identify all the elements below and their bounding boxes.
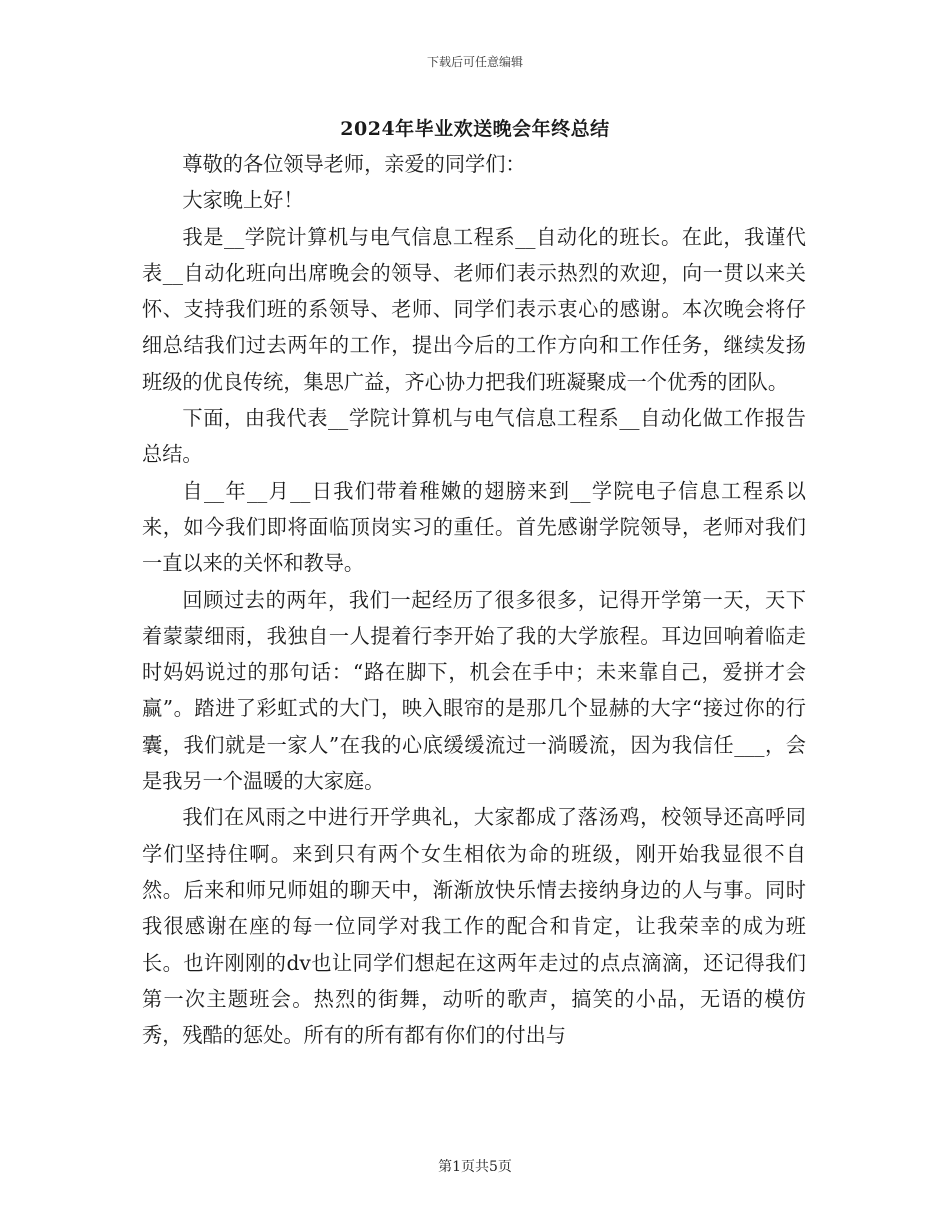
- body-paragraph: 自__年__月__日我们带着稚嫩的翅膀来到__学院电子信息工程系以来，如今我们即将面临顶岗实习的重任。首先感谢学院领导，老师对我们一直以来的关怀和教导。: [142, 478, 806, 576]
- document-body: [142, 146, 806, 1053]
- body-paragraph: 回顾过去的两年，我们一起经历了很多很多，记得开学第一天，天下着蒙蒙细雨，我独自一人提着行李开始了我的大学旅程。耳边回响着临走时妈妈说过的那句话：“路在脚下，机会在手中；未来靠自己，爱拼才会赢”。踏进了彩虹式的大门，映入眼帘的是那几个显赫的大字“接过你的行囊，我们就是一家人”在我的心底缓缓流过一淌暖流，因为我信任___，会是我另一个温暖的大家庭。: [142, 587, 806, 794]
- salutation-paragraph: 尊敬的各位领导老师，亲爱的同学们：: [182, 152, 526, 176]
- body-paragraph: 我是__学院计算机与电气信息工程系__自动化的班长。在此，我谨代表__自动化班向出席晚会的领导、老师们表示热烈的欢迎，向一贯以来关怀、支持我们班的系领导、老师、同学们表示衷心的感谢。本次晚会将仔细总结我们过去两年的工作，提出今后的工作方向和工作任务，继续发扬班级的优良传统，集思广益，齐心协力把我们班凝聚成一个优秀的团队。: [142, 224, 806, 394]
- body-paragraph: 下面，由我代表__学院计算机与电气信息工程系__自动化做工作报告总结。: [142, 406, 806, 467]
- page-number: 第1页共5页: [438, 1159, 512, 1175]
- header-note: 下载后可任意编辑: [426, 55, 523, 69]
- body-paragraph: 我们在风雨之中进行开学典礼，大家都成了落汤鸡，校领导还高呼同学们坚持住啊。来到只有两个女生相依为命的班级，刚开始我显很不自然。后来和师兄师姐的聊天中，渐渐放快乐情去接纳身边的人与事。同时我很感谢在座的每一位同学对我工作的配合和肯定，让我荣幸的成为班长。也许刚刚的dv也让同学们想起在这两年走过的点点滴滴，还记得我们第一次主题班会。热烈的街舞，动听的歌声，搞笑的小品，无语的模仿秀，残酷的惩处。所有的所有都有你们的付出与: [142, 805, 806, 1048]
- document-title: 2024年毕业欢送晚会年终总结: [340, 118, 610, 140]
- greeting-paragraph: 大家晚上好！: [182, 188, 304, 213]
